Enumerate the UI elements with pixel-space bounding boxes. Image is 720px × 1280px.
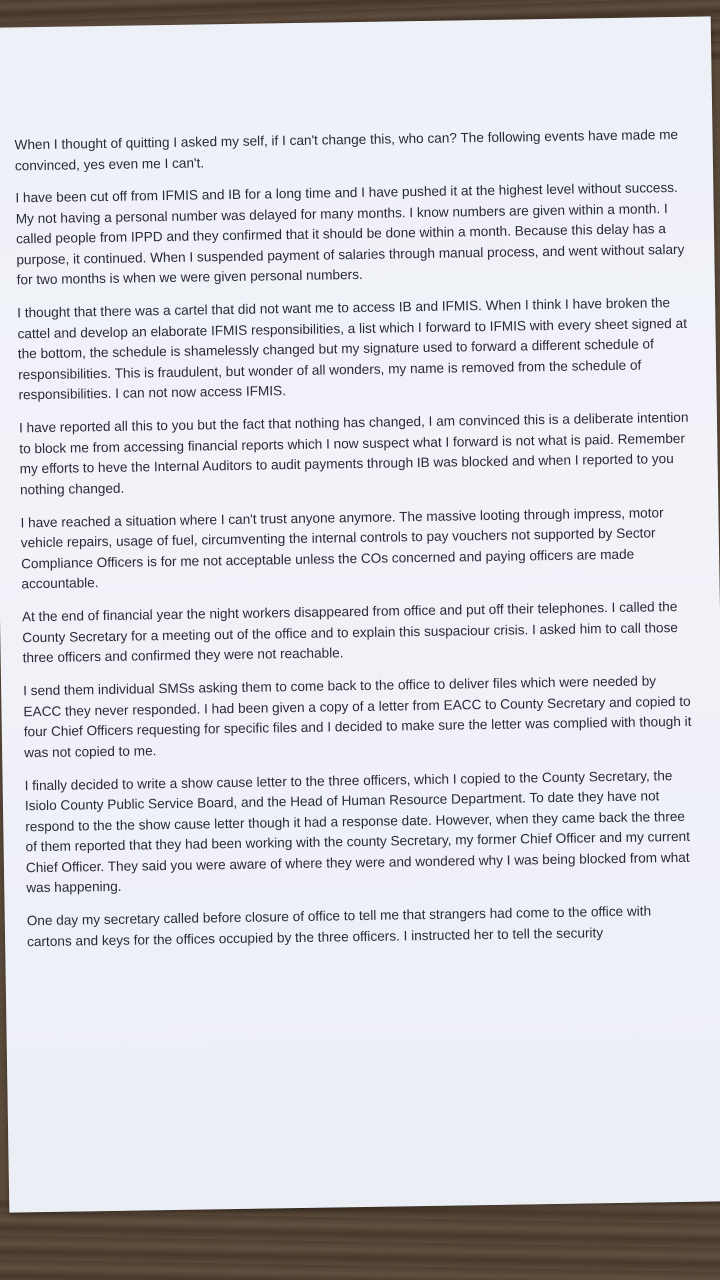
paragraph-financial-year: At the end of financial year the night workers disappeared from office and put off their telephones. I called the County Secretary for a meeting out of the office and to explain this suspaciour crisis. I asked him to call those three officers and confirmed they were not reachable. — [21, 599, 678, 666]
paragraph-ifmis-access: I have been cut off from IFMIS and IB for a long time and I have pushed it at the highest level without success. My not having a personal number was delayed for many months. I know numbers are given within a month. I called people from IPPD and they confirmed that it should be done within a month. Because this delay has a purpose, it continued. When I suspended payment of salaries through manual process, and went without salary for two months is when we were given personal numbers. — [15, 179, 685, 288]
letter-body — [14, 125, 699, 965]
paragraph-show-cause: I finally decided to write a show cause letter to the three officers, which I copied to the County Secretary, the Isiolo County Public Service Board, and the Head of Human Resource Department. To date they have not respond to the the show cause letter though it had a response date. However, when they came back the three of them reported that they had been working with the county Secretary, my former Chief Officer and my current Chief Officer. They said you were aware of where they were and wondered why I was being blocked from what was happening. — [24, 767, 691, 896]
letter-page — [0, 16, 720, 1212]
paragraph-sms: I send them individual SMSs asking them to come back to the office to deliver files which were needed by EACC they never responded. I had been given a copy of a letter from EACC to County Secretary and copied to four Chief Officers requesting for specific files and I decided to make sure the letter was complied with though it was not copied to me. — [23, 673, 692, 760]
paragraph-trust: I have reached a situation where I can't trust anyone anymore. The massive looting through impress, motor vehicle repairs, usage of fuel, circumventing the internal controls to pay vouchers not supported by Sector Compliance Officers is for me not acceptable unless the COs concerned and paying officers are made accountable. — [20, 504, 664, 592]
paragraph-cartel: I thought that there was a cartel that did not want me to access IB and IFMIS. When I think I have broken the cattel and develop an elaborate IFMIS responsibilities, a list which I forward to IFMIS with every sheet signed at the bottom, the schedule is shamelessly changed but my signature used to forward a different schedule of responsibilities. This is fraudulent, but wonder of all wonders, my name is removed from the schedule of responsibilities. I can not now access IFMIS. — [17, 295, 688, 403]
paragraph-secretary: One day my secretary called before closure of office to tell me that strangers had come to the office with cartons and keys for the offices occupied by the three officers. I instructed her to tell the security — [26, 903, 652, 949]
table-surface-bottom — [0, 1200, 720, 1280]
paragraph-reported: I have reported all this to you but the fact that nothing has changed, I am convinced this is a deliberate intention to block me from accessing financial reports which I now suspect what I forward is not what is paid. Remember my efforts to heve the Internal Auditors to audit payments through IB was blocked and when I reported to you nothing changed. — [18, 409, 689, 497]
paragraph-intro: When I thought of quitting I asked my self, if I can't change this, who can? The following events have made me convinced, yes even me I can't. — [14, 126, 679, 173]
